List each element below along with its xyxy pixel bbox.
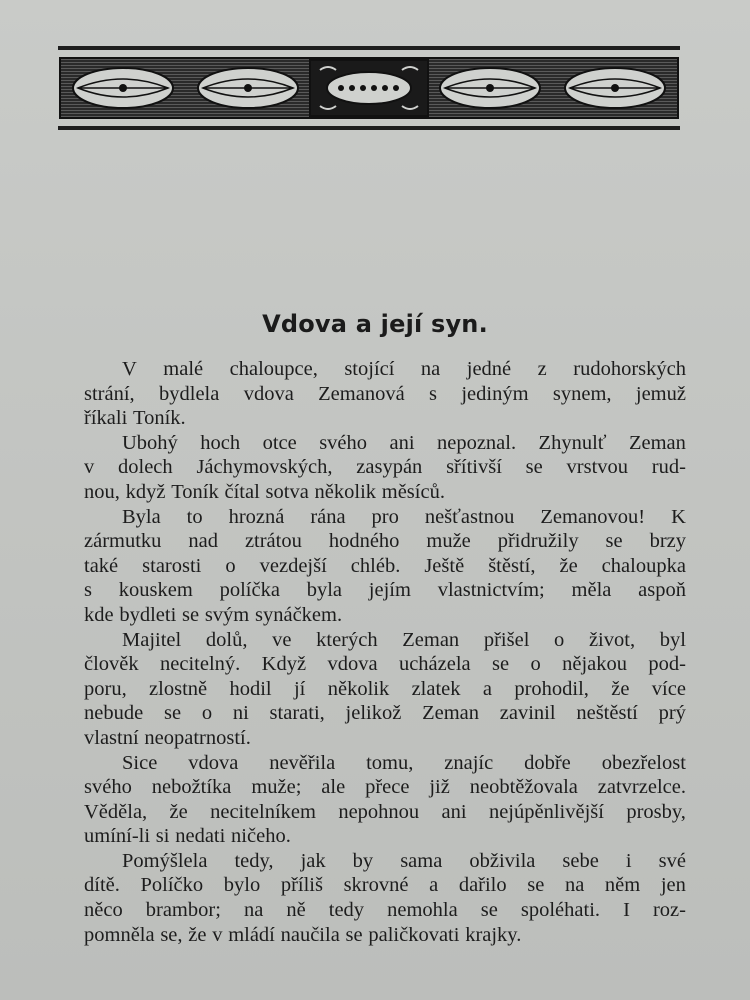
text-line: dítě. Políčko bylo příliš skrovné a dařilo se na něm jen <box>84 874 686 897</box>
text-line: s kouskem políčka byla jejím vlastnictvím; měla aspoň <box>84 579 686 602</box>
paragraph <box>84 849 686 947</box>
text-line: strání, bydlela vdova Zemanová s jediným synem, jemuž <box>84 382 686 405</box>
paragraph <box>84 628 686 751</box>
text-line: V malé chaloupce, stojící na jedné z rudohorských <box>122 358 686 380</box>
text-line: umíní-li si nedati ničeho. <box>84 825 291 848</box>
fish-motif-icon-2 <box>198 68 298 108</box>
text-line: nou, když Toník čítal sotva několik měsíců. <box>84 480 445 503</box>
chapter-title: Vdova a její syn. <box>262 310 488 338</box>
story-text <box>84 357 686 947</box>
paragraph <box>84 357 686 431</box>
text-line: něco brambor; na ně tedy nemohla se spoléhati. I roz- <box>84 899 686 922</box>
text-line: zármutku nad ztrátou hodného muže přidružily se brzy <box>84 530 686 553</box>
text-line: poru, zlostně hodil jí několik zlatek a prohodil, že více <box>84 677 686 700</box>
text-line: Věděla, že necitelníkem nepohnou ani nejúpěnlivější prosby, <box>84 800 686 823</box>
text-line: kde bydleti se svým synáčkem. <box>84 603 343 626</box>
text-line: člověk necitelný. Když vdova ucházela se o nějakou pod- <box>84 653 686 676</box>
fish-motif-icon-1 <box>73 68 173 108</box>
text-line: pomněla se, že v mládí naučila se paličkovati krajky. <box>84 923 522 946</box>
text-line: Majitel dolů, ve kterých Zeman přišel o život, byl <box>122 628 686 651</box>
text-line: Pomýšlela tedy, jak by sama obživila sebe i své <box>122 849 686 872</box>
fish-motif-icon-3 <box>440 68 540 108</box>
text-line: svého nebožtíka muže; ale přece již neobtěžovala zatvrzelce. <box>84 776 686 799</box>
decorative-header-band <box>58 46 680 130</box>
paragraph <box>84 751 686 849</box>
text-line: Sice vdova nevěřila tomu, znajíc dobře obezřelost <box>122 751 686 774</box>
central-medallion-icon <box>310 60 428 116</box>
text-line: nebude se o ni starati, jelikož Zeman zavinil neštěstí prý <box>84 702 686 725</box>
paragraph <box>84 431 686 505</box>
text-line: vlastní neopatrností. <box>84 726 251 749</box>
fish-motif-icon-4 <box>565 68 665 108</box>
text-line: v dolech Jáchymovských, zasypán sřítivší se vrstvou rud- <box>84 456 686 479</box>
text-line: Ubohý hoch otce svého ani nepoznal. Zhynulť Zeman <box>122 431 686 454</box>
text-line: Byla to hrozná rána pro nešťastnou Zemanovou! K <box>122 505 686 528</box>
text-line: také starosti o vezdejší chléb. Ještě štěstí, že chaloupka <box>84 554 686 577</box>
paragraph <box>84 505 686 628</box>
text-line: říkali Toník. <box>84 407 186 430</box>
